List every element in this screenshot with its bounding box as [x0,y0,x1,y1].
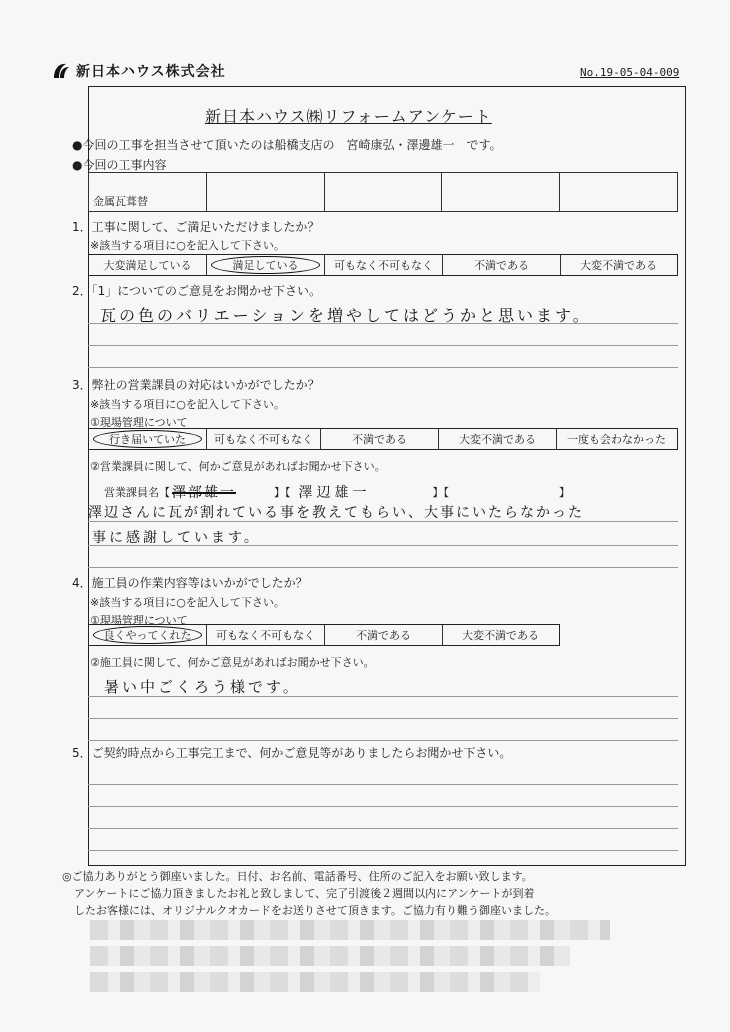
work-cell[interactable]: 金属瓦葺替 [89,173,207,211]
redacted-info [90,972,540,992]
q3-option[interactable]: 一度も会わなかった [567,433,666,446]
q4-options [88,624,560,646]
redacted-info [90,946,570,966]
answer-line [88,828,678,829]
footer-note: ◎ご協力ありがとう御座いました。日付、お名前、電話番号、住所のご記入をお願い致します。 アンケートにご協力頂きましたお礼と致しまして、完了引渡後２週間以内にアンケートが到着 したお客様には、オリジナルクオカードをお送りさせて頂きます。ご協力有り難う御座いました。 [62,870,557,917]
q3-option-selected[interactable]: 行き届いていた [89,429,207,449]
q3-option[interactable]: 大変不満である [439,429,557,449]
work-label: ●今回の工事内容 [72,158,167,172]
q2-answer: 瓦の色のバリエーションを増やしてはどうかと思います。 [100,306,592,325]
work-cell[interactable] [560,173,677,211]
work-cell[interactable] [325,173,443,211]
q3-note: ※該当する項目に○を記入して下さい。 [90,398,285,411]
q4-option[interactable]: 大変不満である [462,629,539,642]
q4-question: 4．施工員の作業内容等はいかがでしたか？ [72,576,308,590]
q3-options [88,428,678,450]
answer-line [88,718,678,719]
q3-option[interactable]: 不満である [321,429,439,449]
q4-sub1: ①現場管理について [90,614,188,627]
answer-line [88,740,678,741]
q4-sub2: ②施工員に関して、何かご意見があればお聞かせ下さい。 [90,656,375,669]
staff-name-row: 営業課員名【 澤部雄一 】【 澤辺雄一 】【 】 [104,482,570,502]
q1-question: 1．工事に関して、ご満足いただけましたか？ [72,220,320,234]
redacted-info [90,920,610,940]
answer-line [88,521,678,522]
survey-title: 新日本ハウス㈱リフォームアンケート [205,107,492,126]
staff-name: 澤辺雄一 [298,485,371,501]
work-cell[interactable] [442,173,560,211]
answer-line [88,696,678,697]
q1-option-selected[interactable]: 満足している [207,255,325,275]
q4-answer: 暑い中ごくろう様です。 [104,678,301,696]
q3-option[interactable]: 可もなく不可もなく [207,429,321,449]
q1-option[interactable]: 大変満足している [89,255,207,275]
company-logo-icon [50,60,72,82]
q1-option[interactable]: 大変不満である [580,259,657,272]
answer-line [88,806,678,807]
q3-answer-line2: 事に感謝しています。 [92,530,261,546]
document-number: No.19-05-04-009 [580,66,680,79]
q4-option[interactable]: 不満である [325,625,443,645]
q2-question: 2．「1」についてのご意見をお聞かせ下さい。 [72,284,322,298]
company-name: 新日本ハウス株式会社 [76,64,226,80]
q1-options [88,254,678,276]
answer-line [88,545,678,546]
q3-question: 3．弊社の営業課員の対応はいかがでしたか？ [72,378,320,392]
staff-name-label: 営業課員名【 [104,486,170,499]
answer-line [88,784,678,785]
q3-sub2: ②営業課員に関して、何かご意見があればお聞かせ下さい。 [90,460,386,473]
staff-line: ●今回の工事を担当させて頂いたのは船橋支店の 宮崎康弘・澤邊雄一 です。 [72,138,502,152]
q1-option[interactable]: 可もなく不可もなく [325,255,443,275]
q1-option[interactable]: 不満である [443,255,561,275]
q5-question: 5．ご契約時点から工事完工まで、何かご意見等がありましたらお聞かせ下さい。 [72,746,512,760]
work-cell[interactable] [207,173,325,211]
q1-note: ※該当する項目に○を記入して下さい。 [90,239,285,252]
work-content-table [88,172,678,212]
q3-answer-line1: 澤辺さんに瓦が割れている事を教えてもらい、大事にいたらなかった [88,505,584,521]
q4-option[interactable]: 可もなく不可もなく [207,625,325,645]
q4-note: ※該当する項目に○を記入して下さい。 [90,596,285,609]
q4-option-selected[interactable]: 良くやってくれた [89,625,207,645]
answer-line [88,567,678,568]
answer-line [88,323,678,324]
answer-line [88,850,678,851]
staff-name-crossed: 澤部雄一 [172,485,236,501]
q3-sub1: ①現場管理について [90,416,188,429]
company-header [50,60,226,82]
answer-line [88,367,678,368]
answer-line [88,345,678,346]
